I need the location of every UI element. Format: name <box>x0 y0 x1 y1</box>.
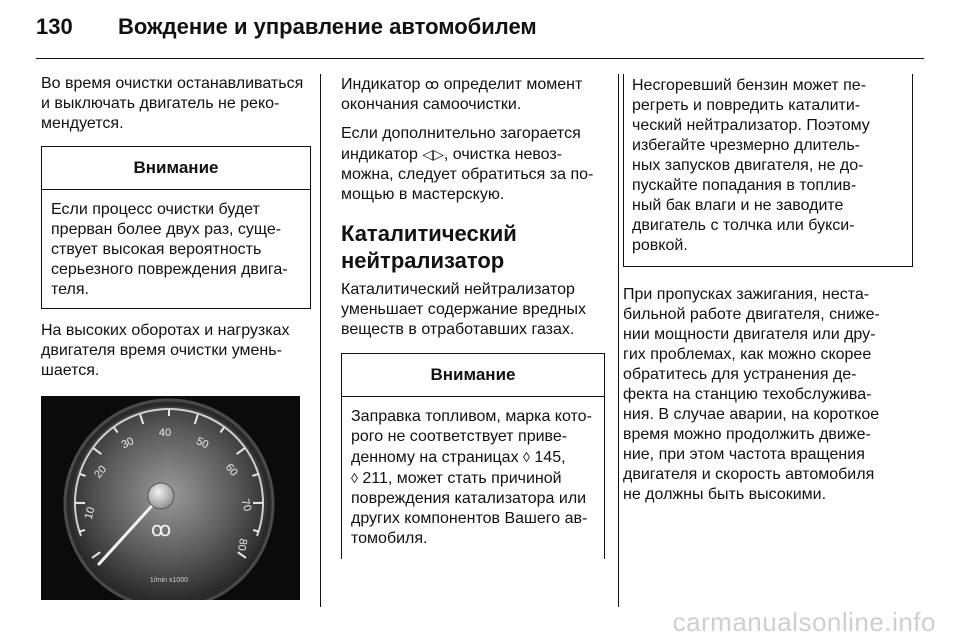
warning-text-part1: Заправка топливом, марка кото- рого не соответствует приве- денному на страницах <box>351 408 592 466</box>
page-ref-145[interactable]: 145, <box>534 449 566 466</box>
warning-text-part2: , может стать причиной повреждения катализатора или других компонентов Вашего ав- томобиля. <box>351 470 588 547</box>
column-3 <box>623 74 913 505</box>
column-2 <box>341 74 605 559</box>
section-title-catalytic: Каталитический нейтрализатор <box>341 221 517 273</box>
warning-box-continuation: Несгоревший бензин может пе- регреть и повредить каталити- ческий нейтрализатор. Поэтому избегайте чрезмерно длитель- ных запусков двигателя, не до- пускайте попадания в топлив- ный бак влаги и не заводите двигатель с толчка или букси- ровкой. <box>623 74 913 267</box>
tick-label-50: 50 <box>194 435 211 452</box>
warning-body <box>342 397 604 559</box>
watermark: carmanualsonline.info <box>672 607 936 637</box>
warning-box-fuel <box>341 353 605 559</box>
page-title: Вождение и управление автомобилем <box>118 14 537 39</box>
tick-label-70: 70 <box>238 497 254 513</box>
paragraph-indicator <box>341 74 605 115</box>
paragraph-catalytic: Каталитический нейтрализатор уменьшает содержание вредных веществ в отработавших газах. <box>341 281 586 338</box>
tick-label-80: 80 <box>234 537 249 552</box>
glow-plug-icon: ꝏ <box>150 517 172 541</box>
page-ref-211[interactable]: 211 <box>362 470 388 487</box>
paragraph-cleaning-stop: Во время очистки останавливаться и выключать двигатель не реко- мендуется. <box>41 75 304 132</box>
gauge-hub <box>148 483 174 509</box>
warning-title: Внимание <box>342 354 604 397</box>
tick-label-40: 40 <box>158 427 172 439</box>
service-text-after: , очистка невоз- можна, следует обратиться за по- мощью в мастерскую. <box>341 146 594 203</box>
tachometer-image <box>41 396 300 600</box>
gauge-unit-label: 1/min x1000 <box>149 577 189 584</box>
tick-label-30: 30 <box>119 435 136 452</box>
column-divider-2 <box>618 74 619 607</box>
indicator-text-after: определит момент окончания самоочистки. <box>341 76 583 113</box>
warning-title: Внимание <box>42 147 310 190</box>
paragraph-service-indicator <box>341 124 605 205</box>
service-text-before: Если дополнительно загорается индикатор <box>341 125 581 163</box>
paragraph-misfire: При пропусках зажигания, неста- бильной работе двигателя, сниже- нии мощности двигателя или дру- гих проблемах, как можно скорее обратитесь для устранения де- фекта на станцию техобслужива- ния. В случае аварии, на короткое время можно продолжить движе- ние, при этом частота вращения двигателя и скорость автомобиля не должны быть высокими. <box>623 286 880 503</box>
reference-arrow-icon: ◊ <box>351 470 358 486</box>
page-number: 130 <box>36 14 73 39</box>
column-divider-1 <box>320 74 321 607</box>
page-header <box>36 14 537 40</box>
warning-box-cleaning <box>41 146 311 309</box>
glow-plug-indicator-icon: ꝏ <box>424 76 440 92</box>
indicator-text-before: Индикатор <box>341 76 425 93</box>
tick-label-60: 60 <box>222 461 240 479</box>
column-1 <box>41 74 311 600</box>
reference-arrow-icon: ◊ <box>523 449 530 465</box>
header-rule <box>36 58 924 59</box>
engine-service-icon: ◁▷ <box>422 146 444 162</box>
paragraph-high-rpm: На высоких оборотах и нагрузках двигателя время очистки умень- шается. <box>41 322 290 379</box>
tick-label-10: 10 <box>82 505 98 521</box>
warning-body: Если процесс очистки будет прерван более двух раз, суще- ствует высокая вероятность серьезного повреждения двига- теля. <box>51 201 288 298</box>
tick-label-20: 20 <box>92 463 110 481</box>
